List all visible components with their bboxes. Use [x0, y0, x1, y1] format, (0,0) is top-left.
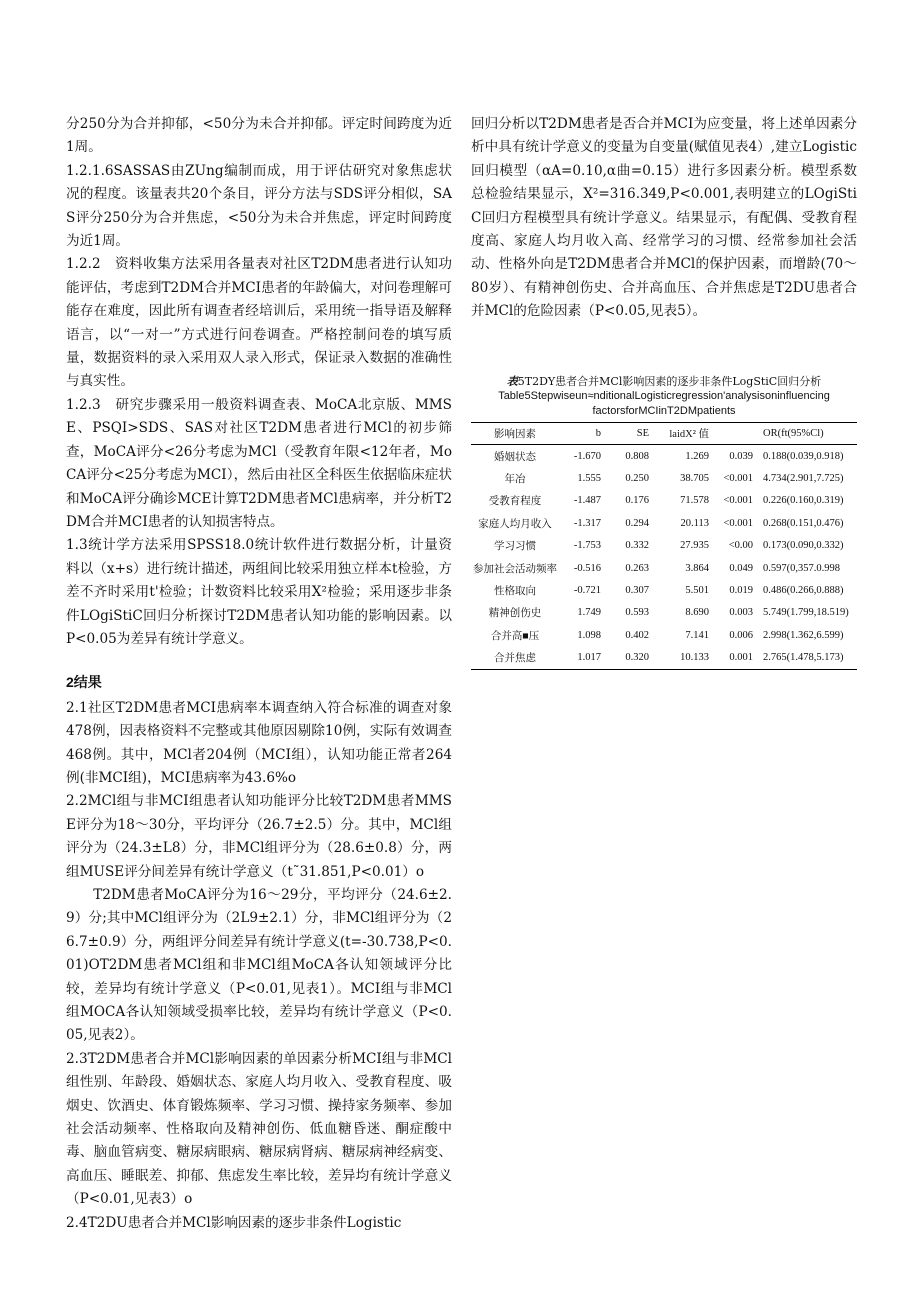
table-cell: <0.001 [723, 517, 753, 529]
table-cell: 0.263 [625, 562, 649, 574]
table-label: 表 [506, 375, 518, 388]
regression-table [471, 422, 857, 670]
table-cell: 20.113 [680, 517, 709, 529]
table-cell: 0.176 [625, 495, 649, 507]
table-row [471, 624, 857, 646]
table-cell: 家庭人均月收入 [478, 518, 552, 530]
right-column [471, 113, 857, 324]
table-cell: 精神创伤史 [488, 608, 542, 620]
table-cell: 0.001 [729, 652, 753, 664]
table-row [471, 490, 857, 512]
paragraph-mmse-comparison: 2.2MCl组与非MCI组患者认知功能评分比较T2DM患者MMSE评分为18～30分，平均评分（26.7±2.5）分。其中，MCl组评分为（24.3±L8）分，非MCl组评分为（28.6±0.8）分，两组MUSE评分间差异有统计学意义（t˜31.851,P<0.01）o [66, 793, 452, 880]
table-cell: -1.487 [573, 495, 601, 507]
table-cell: <0.001 [723, 495, 753, 507]
table-cell: 5.501 [685, 585, 709, 597]
paragraph-logistic-start: 2.4T2DU患者合并MCl影响因素的逐步非条件Logistic [66, 1214, 402, 1231]
table-cell: 合并高■压 [490, 630, 540, 642]
table-cell: 27.935 [680, 540, 709, 552]
table-cell: 0.307 [625, 585, 649, 597]
table-cell: 0.593 [625, 607, 649, 619]
paragraph-sas-scale: 1.2.1.6SASSAS由ZUng编制而成，用于评估研究对象焦虑状况的程度。该量表共20个条目，评分方法与SDS评分相似，SAS评分250分为合并焦虑，<50分为未合并焦虑，评定时间跨度为近1周。 [66, 162, 452, 250]
table-row [471, 467, 857, 489]
table-cell: 0.049 [729, 562, 753, 574]
paragraph-univariate-analysis: 2.3T2DM患者合并MCl影响因素的单因素分析MCI组与非MCl组性别、年龄段、婚姻状态、家庭人均月收入、受教育程度、吸烟史、饮酒史、体育锻炼频率、学习习惯、操持家务频率、参加社会活动频率、性格取向及精神创伤、低血糖昏迷、酮症酸中毒、脑血管病变、糖尿病眼病、糖尿病肾病、糖尿病神经病变、高血压、睡眠差、抑郁、焦虑发生率比较，差异均有统计学意义（P<0.01,见表3）o [66, 1050, 452, 1208]
table-row [471, 602, 857, 624]
table-cell: 0.188(0.039,0.918) [763, 450, 844, 462]
table-cell: 0.402 [625, 629, 649, 641]
table-cell: 参加社会活动频率 [473, 563, 557, 575]
table-cell: 0.019 [729, 585, 753, 597]
table-cell: -0.516 [573, 562, 601, 574]
table-cell: -1.317 [573, 517, 601, 529]
table-cell: 2.765(1.478,5.173) [763, 652, 844, 664]
section-heading-results: 2结果 [66, 674, 102, 691]
table-cell: 性格取向 [494, 586, 536, 598]
header-p [711, 423, 755, 445]
table-row [471, 535, 857, 557]
table-cell: <0.001 [723, 473, 753, 485]
header-or: OR(ft(95%Cl) [763, 428, 824, 439]
table-cell: -1.753 [573, 540, 601, 552]
table-cell: 0.294 [625, 517, 649, 529]
table-cell: 0.003 [729, 607, 753, 619]
paragraph-depression-criteria: 分250分为合并抑郁，<50分为未合并抑郁。评定时间跨度为近1周。 [66, 116, 452, 156]
table-row [471, 512, 857, 534]
header-se: SE [636, 428, 649, 439]
table-cell: 0.597(0,357.0.998 [763, 562, 840, 574]
table-cell: 1.098 [577, 629, 601, 641]
table-cell: 婚姻状态 [494, 451, 536, 463]
table-5 [471, 374, 857, 670]
table-cell: 0.268(0.151,0.476) [763, 517, 844, 529]
table-cell: 3.864 [685, 562, 709, 574]
table-title-chinese: 5T2DY患者合并MCl影响因素的逐步非条件LogStiC回归分析 [517, 375, 822, 388]
table-cell: 0.039 [729, 450, 753, 462]
table-cell: 0.486(0.266,0.888) [763, 585, 844, 597]
table-cell: 1.269 [685, 450, 709, 462]
table-caption-english-line1: Table5Stepwiseun≈nditionalLogisticregression'analysisoninfluencing [498, 390, 830, 402]
paragraph-prevalence: 2.1社区T2DM患者MCI患病率本调查纳入符合标准的调查对象478例，因表格资料不完整或其他原因剔除10例，实际有效调查468例。其中，MCl者204例（MCI组），认知功能正常者264例(非MCI组)，MCI患病率为43.6%o [66, 699, 452, 786]
table-cell: 38.705 [680, 473, 709, 485]
header-wald: laidX² 值 [669, 429, 709, 440]
table-cell: 4.734(2.901,7.725) [763, 473, 844, 485]
table-cell: 5.749(1.799,18.519) [763, 607, 849, 619]
table-cell: 1.555 [577, 473, 601, 485]
table-row [471, 579, 857, 601]
table-cell: 0.173(0.090,0.332) [763, 540, 844, 552]
paragraph-research-steps: 1.2.3 研究步骤采用一般资料调查表、MoCA北京版、MMSE、PSQI>SDS、SAS对社区T2DM患者进行MCl的初步筛查，MoCA评分<26分考虑为MCl（受教育年限<12年者，MoCA评分<25分考虑为MCI），然后由社区全科医生依据临床症状和MoCA评分确诊MCE计算T2DM患者MCl患病率，并分析T2DM合并MCI患者的认知损害特点。 [66, 396, 452, 530]
header-factor: 影响因素 [494, 429, 536, 440]
table-cell: 2.998(1.362,6.599) [763, 629, 844, 641]
header-b: b [595, 428, 601, 439]
table-cell: 1.017 [577, 652, 601, 664]
table-cell: 0.808 [625, 450, 649, 462]
table-cell: 学习习惯 [494, 541, 536, 553]
table-row [471, 557, 857, 579]
table-cell: 8.690 [685, 607, 709, 619]
table-cell: 71.578 [680, 495, 709, 507]
table-cell: 0.320 [625, 652, 649, 664]
paragraph-logistic-results: 回归分析以T2DM患者是否合并MCI为应变量，将上述单因素分析中具有统计学意义的变量为自变量(赋值见表4）,建立Logistic回归模型（αA=0.10,α曲=0.15）进行多因素分析。模型系数总检验结果显示，X²=316.349,P<0.001,表明建立的LOgiStiC回归方程模型具有统计学意义。结果显示，有配偶、受教育程度高、家庭人均月收入高、经常学习的习惯、经常参加社会活动、性格外向是T2DM患者合并MCl的保护因素，而增龄(70～80岁）、有精神创伤史、合并高血压、合并焦虑是T2DU患者合并MCl的危险因素（P<0.05,见表5）。 [471, 116, 857, 320]
table-cell: -1.670 [573, 450, 601, 462]
paragraph-moca-comparison: T2DM患者MoCA评分为16～29分，平均评分（24.6±2.9）分;其中MCl组评分为（2L9±2.1）分，非MCl组评分为（26.7±0.9）分，两组评分间差异有统计学意义(t=-30.738,P<0.01)OT2DM患者MCl组和非MCl组MoCA各认知领域评分比较，差异均有统计学意义（P<0.01,见表1）。MCI组与非MCl组MOCA各认知领域受损率比较，差异均有统计学意义（P<0.05,见表2）。 [66, 887, 452, 1044]
paragraph-data-collection: 1.2.2 资料收集方法采用各量表对社区T2DM患者进行认知功能评估，考虑到T2DM合并MCI患者的年龄偏大，对问卷理解可能存在难度，因此所有调查者经培训后，采用统一指导语及解释语言，以“一对一”方式进行问卷调查。严格控制问卷的填写质量，数据资料的录入采用双人录入形式，保证录入数据的准确性与真实性。 [66, 256, 452, 390]
table-caption-english-line2: factorsforMCIinT2DMpatients [592, 405, 736, 417]
table-caption-chinese [471, 374, 857, 389]
table-row [471, 647, 857, 670]
table-cell: -0.721 [573, 585, 601, 597]
table-cell: 1.749 [577, 607, 601, 619]
table-cell: <0.00 [728, 540, 753, 552]
table-cell: 受教育程度 [488, 496, 542, 508]
table-cell: 0.332 [625, 540, 649, 552]
table-body [471, 445, 857, 670]
table-cell: 0.006 [729, 629, 753, 641]
table-cell: 10.133 [680, 652, 709, 664]
table-cell: 0.226(0.160,0.319) [763, 495, 844, 507]
table-cell: 0.250 [625, 473, 649, 485]
table-cell: 合并焦虑 [494, 653, 536, 665]
paragraph-statistics: 1.3统计学方法采用SPSS18.0统计软件进行数据分析，计量资料以（x+s）进行统计描述，两组间比较采用独立样本t检验，方差不齐时采用t'检验；计数资料比较采用X²检验；采用逐步非条件LOgiStiC回归分析探讨T2DM患者认知功能的影响因素。以P<0.05为差异有统计学意义。 [66, 537, 452, 647]
table-cell: 7.141 [685, 629, 709, 641]
table-header-row [471, 423, 857, 445]
left-column [66, 113, 452, 1235]
table-cell: 年冶 [504, 474, 526, 486]
table-row [471, 445, 857, 468]
